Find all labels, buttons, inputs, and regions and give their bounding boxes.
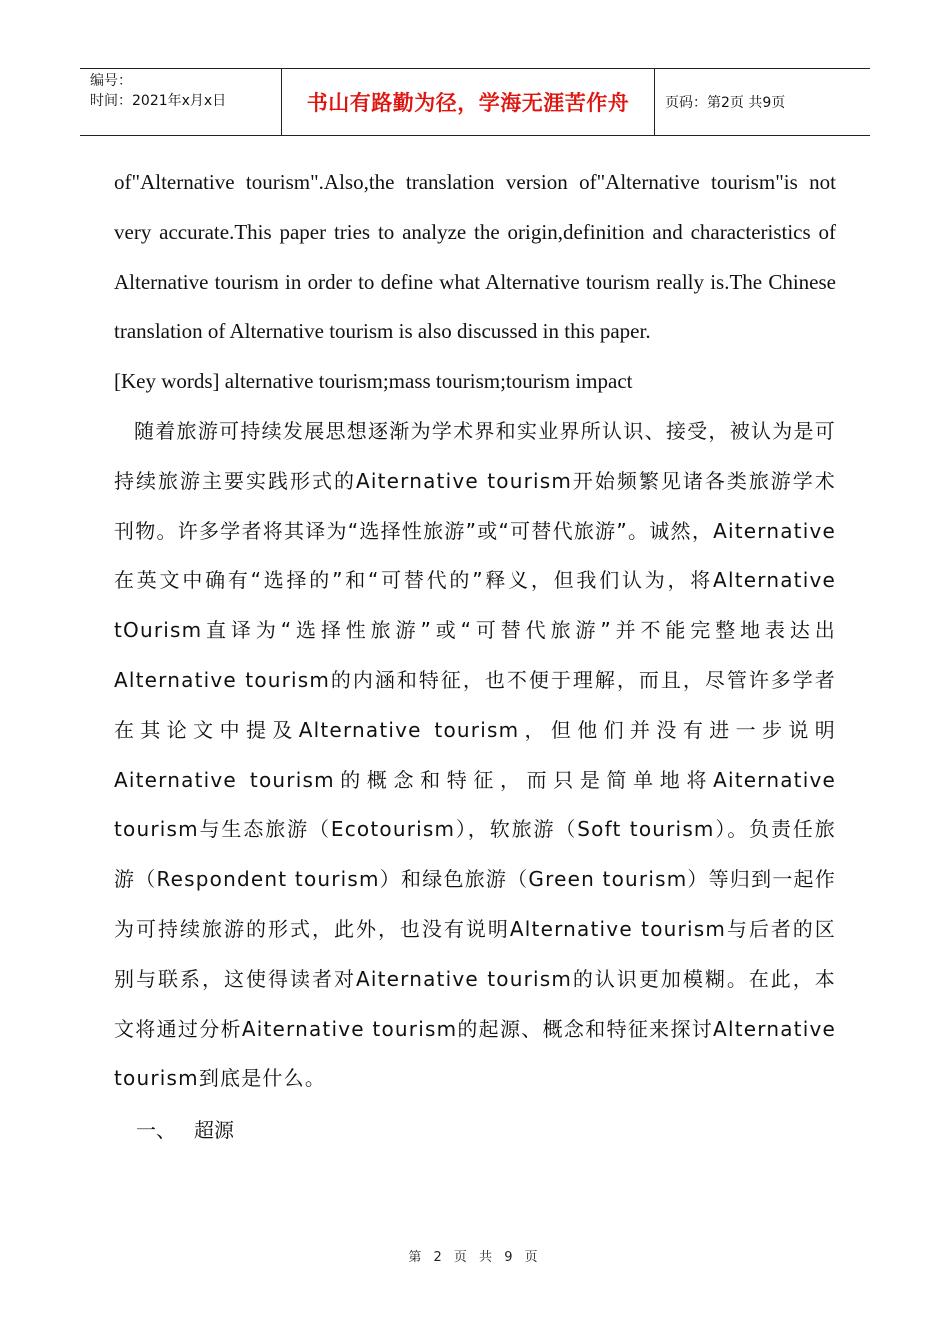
section-number: 一、 xyxy=(136,1118,176,1143)
header-meta xyxy=(80,69,282,135)
document-number-label: 编号： xyxy=(90,73,132,89)
document-date-label: 时间：2021年x月x日 xyxy=(90,93,227,109)
section-title: 超源 xyxy=(194,1118,234,1143)
page-header xyxy=(80,68,870,136)
intro-paragraph: 随着旅游可持续发展思想逐渐为学术界和实业界所认识、接受，被认为是可持续旅游主要实践形式的Aiternative tourism开始频繁见诸各类旅游学术刊物。许多学者将其译为“选择性旅游”或“可替代旅游”。诚然，Aiternative在英文中确有“选择的”和“可替代的”释义，但我们认为，将Alternative tOurism直译为“选择性旅游”或“可替代旅游”并不能完整地表达出Alternative tourism的内涵和特征，也不便于理解，而且，尽管许多学者在其论文中提及Alternative tourism，但他们并没有进一步说明Aiternative tourism的概念和特征，而只是简单地将Aiternative tourism与生态旅游（Ecotourism），软旅游（Soft tourism）。负责任旅游（Respondent tourism）和绿色旅游（Green tourism）等归到一起作为可持续旅游的形式，此外，也没有说明Alternative tourism与后者的区别与联系，这使得读者对Aiternative tourism的认识更加模糊。在此，本文将通过分析Aiternative tourism的起源、概念和特征来探讨Alternative tourism到底是什么。 xyxy=(114,418,836,1091)
section-heading xyxy=(114,1104,836,1156)
abstract-paragraph: of"Alternative tourism".Also,the translation version of"Alternative tourism"is not very accurate.This paper tries to analyze the origin,definition and characteristics of Alternative tourism in order to define what Alternative tourism really is.The Chinese translation of Alternative tourism is also discussed in this paper. xyxy=(114,170,836,344)
header-page-info: 页码：第2页 共9页 xyxy=(665,95,786,111)
page-footer: 第 2 页 共 9 页 xyxy=(408,1250,542,1265)
document-body xyxy=(114,158,836,1156)
keywords-line: [Key words] alternative tourism;mass tourism;tourism impact xyxy=(114,369,633,394)
header-motto: 书山有路勤为径，学海无涯苦作舟 xyxy=(282,69,655,135)
